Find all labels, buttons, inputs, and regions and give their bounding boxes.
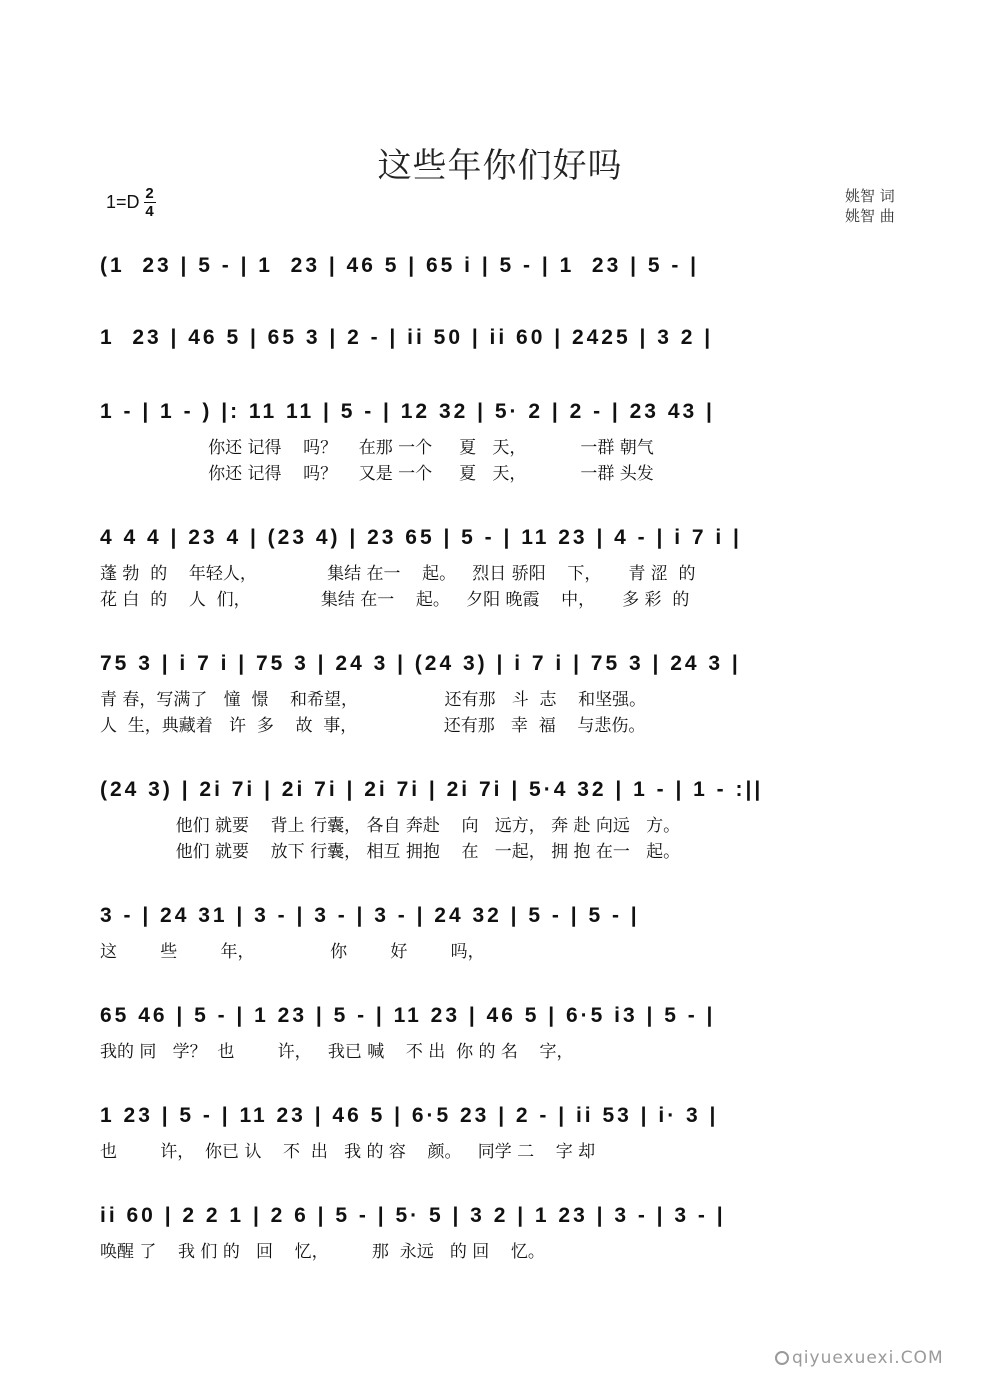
score-system-8 xyxy=(100,1000,902,1090)
score-system-9 xyxy=(100,1100,902,1190)
lyric-verse-2: 人 生，典藏着 许 多 故 事， 还有那 幸 福 与悲伤。 xyxy=(100,716,646,736)
lyric-verse-2: 花 白 的 人 们， 集结 在一 起。 夕阳 晚霞 中， 多 彩 的 xyxy=(100,590,690,610)
key-label: 1=D xyxy=(106,192,140,212)
song-title: 这些年你们好吗 xyxy=(377,146,623,186)
lyric-verse-1: 这 些 年， 你 好 吗， xyxy=(100,942,485,962)
time-signature-unit: 4 xyxy=(145,203,154,220)
notation-line: 4 4 4 | 23 4 | (23 4) | 23 65 | 5 - | 11 23 | 4 - | i 7 i | xyxy=(100,526,742,549)
lyric-verse-1: 青 春，写满了 憧 憬 和希望， 还有那 斗 志 和坚强。 xyxy=(100,690,647,710)
lyric-verse-1: 蓬 勃 的 年轻人， 集结 在一 起。 烈日 骄阳 下， 青 涩 的 xyxy=(100,564,696,584)
composer-credit: 姚智 曲 xyxy=(845,207,895,225)
notation-line: 1 23 | 46 5 | 65 3 | 2 - | ii 50 | ii 60 | 2425 | 3 2 | xyxy=(100,326,714,349)
time-signature xyxy=(144,186,156,219)
notation-line: ii 60 | 2 2 1 | 2 6 | 5 - | 5· 5 | 3 2 | 1 23 | 3 - | 3 - | xyxy=(100,1204,726,1227)
notation-line: 1 23 | 5 - | 11 23 | 46 5 | 6·5 23 | 2 - | ii 53 | i· 3 | xyxy=(100,1104,719,1127)
notation-line: (24 3) | 2i 7i | 2i 7i | 2i 7i | 2i 7i | 5·4 32 | 1 - | 1 - :|| xyxy=(100,778,764,801)
lyric-verse-1: 我的 同 学？ 也 许， 我已 喊 不 出 你 的 名 字， xyxy=(100,1042,574,1062)
lyric-verse-2: 他们 就要 放下 行囊， 相互 拥抱 在 一起， 拥 抱 在一 起。 xyxy=(100,842,681,862)
lyric-verse-2: 你还 记得 吗？ 又是 一个 夏 天， 一群 头发 xyxy=(100,464,654,484)
credits xyxy=(845,186,895,226)
time-signature-beats: 2 xyxy=(145,185,154,202)
notation-line: 1 - | 1 - ) |: 11 11 | 5 - | 12 32 | 5· 2 | 2 - | 23 43 | xyxy=(100,400,715,423)
score-system-6 xyxy=(100,774,902,864)
watermark-text: qiyuexuexi.COM xyxy=(792,1348,944,1368)
lyric-verse-1: 唤醒 了 我 们 的 回 忆， 那 永远 的 回 忆。 xyxy=(100,1242,545,1262)
score-system-7 xyxy=(100,900,902,990)
score-system-3 xyxy=(100,396,902,486)
notation-line: 75 3 | i 7 i | 75 3 | 24 3 | (24 3) | i 7 i | 75 3 | 24 3 | xyxy=(100,652,741,675)
lyricist-credit: 姚智 词 xyxy=(845,187,895,205)
notation-line: (1 23 | 5 - | 1 23 | 46 5 | 65 i | 5 - | 1 23 | 5 - | xyxy=(100,254,700,277)
lyric-verse-1: 也 许， 你已 认 不 出 我 的 容 颜。 同学 二 字 却 xyxy=(100,1142,596,1162)
site-watermark xyxy=(775,1348,944,1368)
key-signature xyxy=(106,186,156,219)
notation-line: 65 46 | 5 - | 1 23 | 5 - | 11 23 | 46 5 | 6·5 i3 | 5 - | xyxy=(100,1004,716,1027)
score-system-5 xyxy=(100,648,902,738)
notation-line: 3 - | 24 31 | 3 - | 3 - | 3 - | 24 32 | 5 - | 5 - | xyxy=(100,904,640,927)
lyric-verse-1: 他们 就要 背上 行囊， 各自 奔赴 向 远方， 奔 赴 向远 方。 xyxy=(100,816,681,836)
score-system-10 xyxy=(100,1200,902,1290)
score-system-4 xyxy=(100,522,902,612)
watermark-logo-icon xyxy=(775,1351,789,1365)
lyric-verse-1: 你还 记得 吗？ 在那 一个 夏 天， 一群 朝气 xyxy=(100,438,654,458)
